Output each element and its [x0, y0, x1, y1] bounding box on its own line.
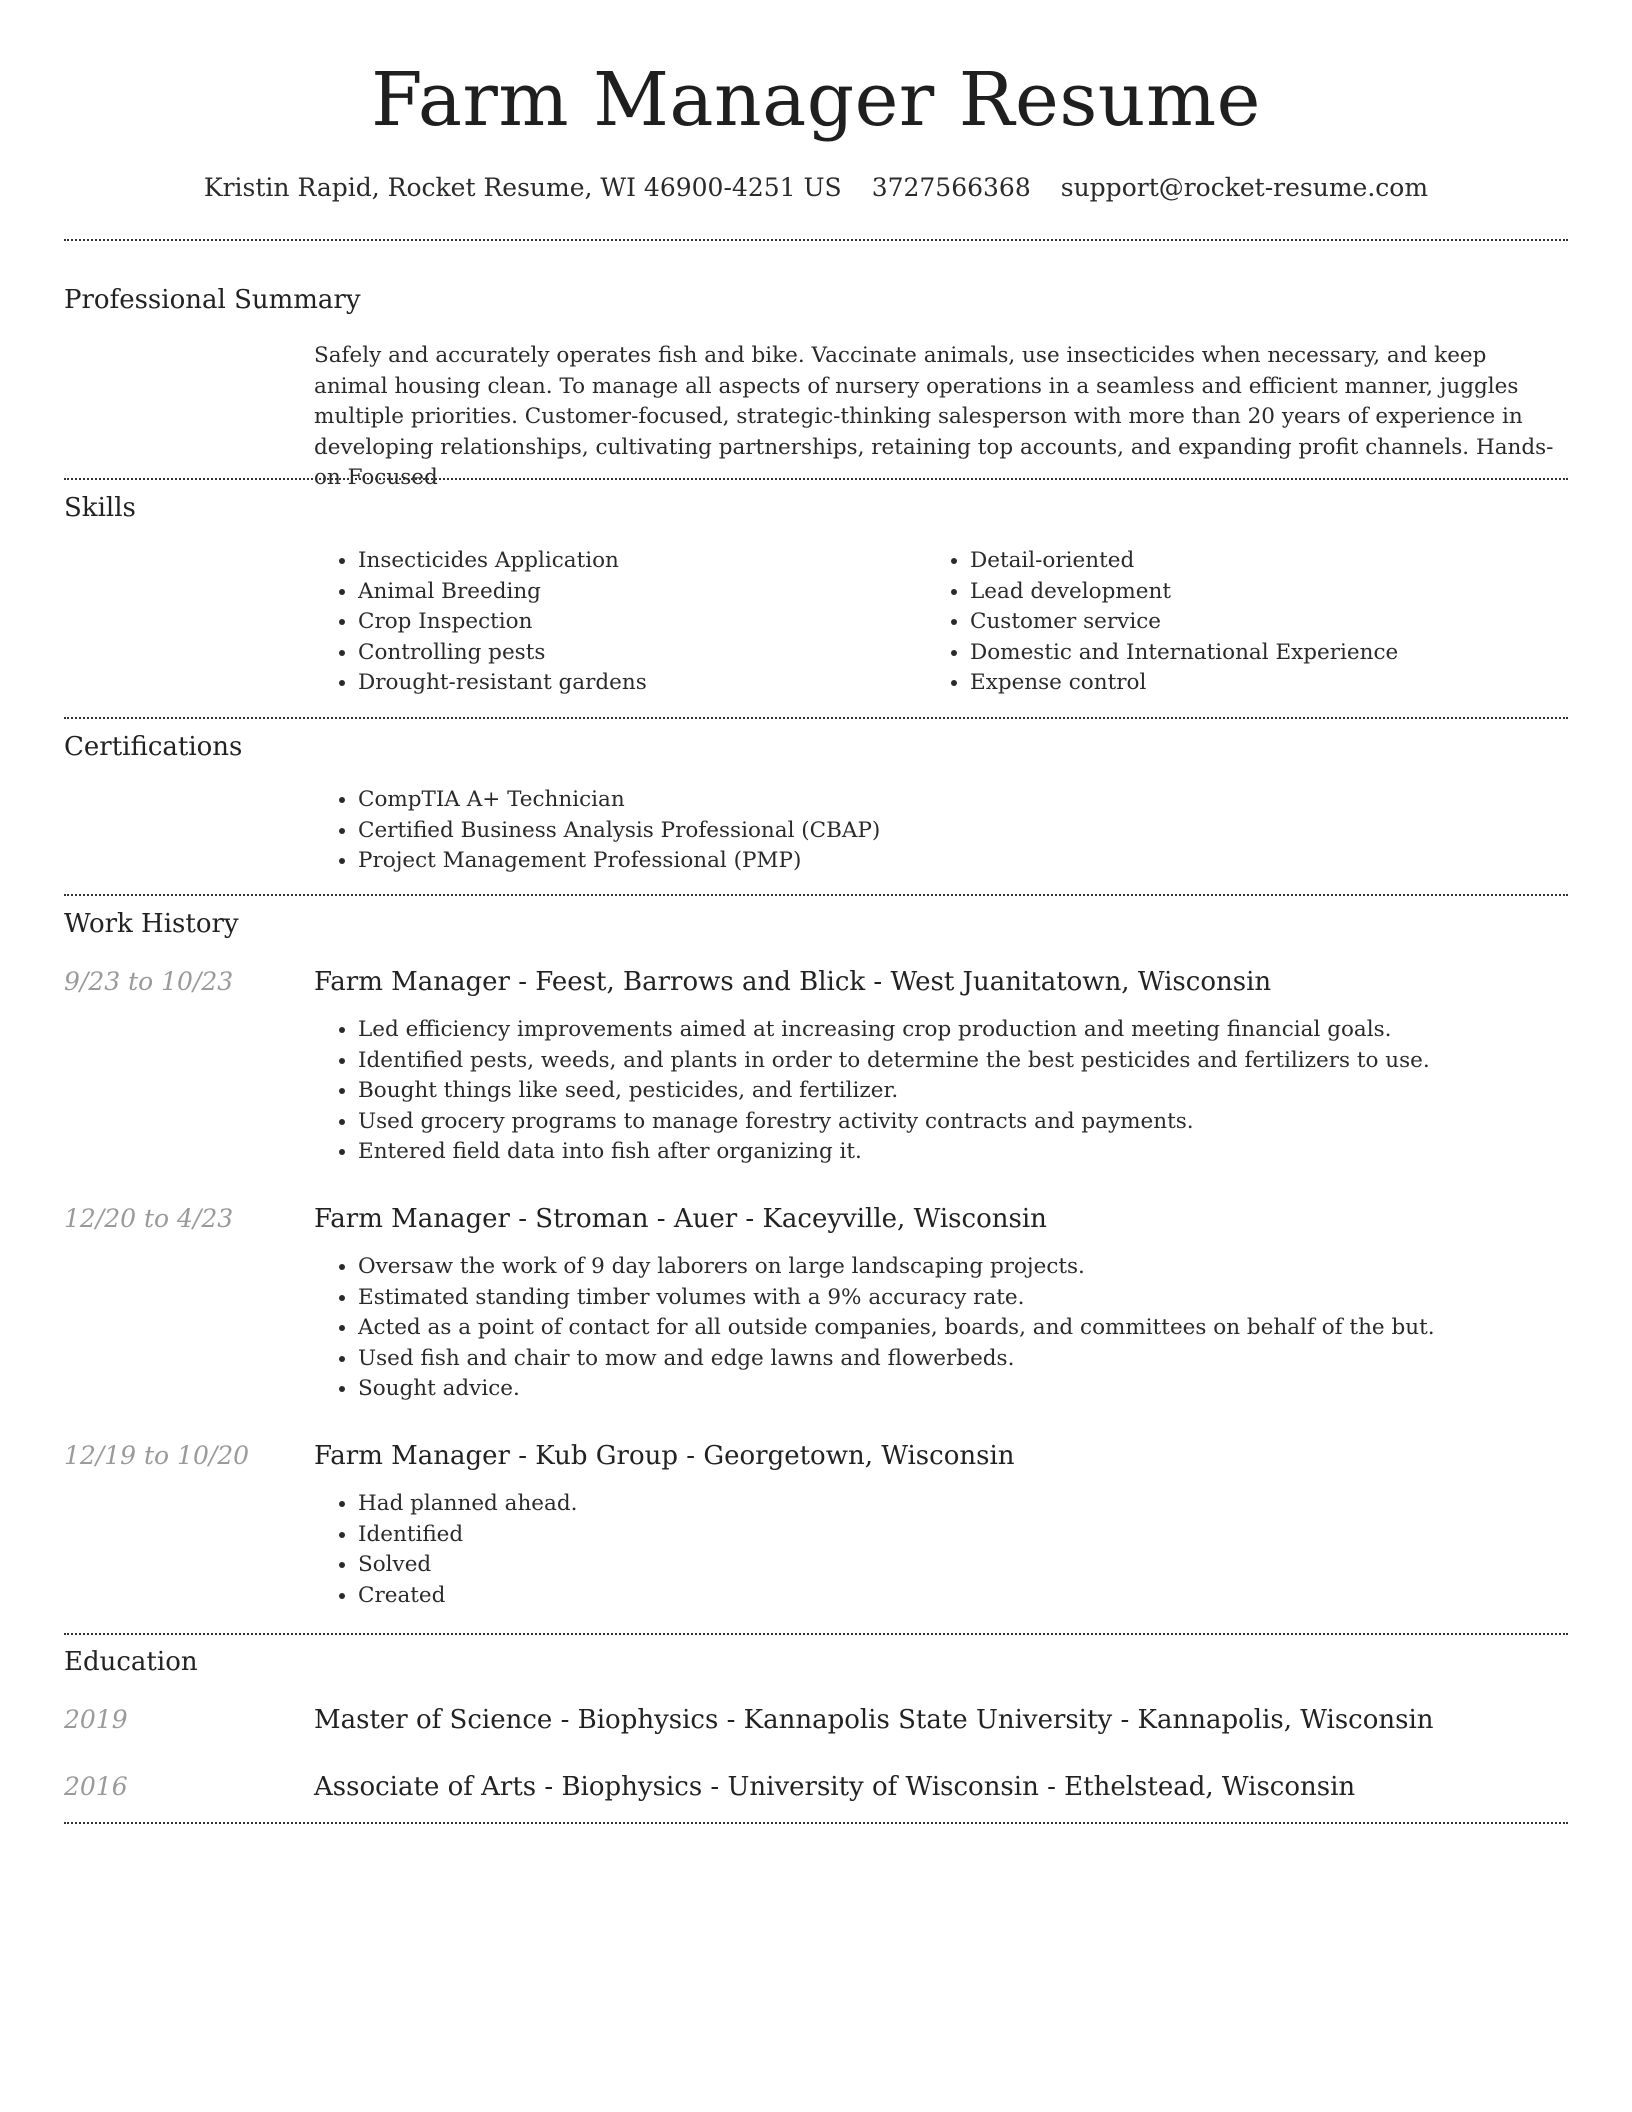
- contact-phone: 3727566368: [871, 173, 1031, 202]
- summary-heading: Professional Summary: [64, 285, 361, 315]
- certifications-list: [314, 785, 880, 877]
- job-dates: 9/23 to 10/23: [64, 967, 234, 996]
- job-bullet: • Acted as a point of contact for all outside companies, boards, and committees on behalf of the but.: [358, 1313, 1435, 1344]
- certification-item: • CompTIA A+ Technician: [358, 785, 880, 816]
- job-bullet: • Led efficiency improvements aimed at increasing crop production and meeting financial goals.: [358, 1015, 1430, 1046]
- education-degree: Associate of Arts - Biophysics - University of Wisconsin - Ethelstead, Wisconsin: [314, 1772, 1356, 1802]
- job-bullet: • Entered field data into fish after organizing it.: [358, 1137, 1430, 1168]
- job-bullet: • Used grocery programs to manage forestry activity contracts and payments.: [358, 1107, 1430, 1138]
- job-title: Farm Manager - Stroman - Auer - Kaceyville, Wisconsin: [314, 1204, 1047, 1234]
- skill-item: • Animal Breeding: [358, 577, 647, 608]
- contact-email: support@rocket-resume.com: [1060, 173, 1429, 202]
- job-bullet: • Sought advice.: [358, 1374, 1435, 1405]
- section-divider: [64, 717, 1568, 719]
- job-bullets: [314, 1015, 1430, 1168]
- job-title: Farm Manager - Kub Group - Georgetown, Wisconsin: [314, 1441, 1015, 1471]
- job-bullet: • Solved: [358, 1550, 577, 1581]
- job-bullet: • Identified: [358, 1520, 577, 1551]
- education-heading: Education: [64, 1647, 198, 1677]
- contact-info: [0, 170, 1632, 206]
- skill-item: • Detail-oriented: [970, 546, 1398, 577]
- job-bullet: • Bought things like seed, pesticides, and fertilizer.: [358, 1076, 1430, 1107]
- job-bullet: • Had planned ahead.: [358, 1489, 577, 1520]
- skill-item: • Lead development: [970, 577, 1398, 608]
- job-title: Farm Manager - Feest, Barrows and Blick - West Juanitatown, Wisconsin: [314, 967, 1272, 997]
- job-bullets: [314, 1489, 577, 1611]
- skill-item: • Controlling pests: [358, 638, 647, 669]
- education-year: 2019: [64, 1705, 128, 1734]
- contact-address: Kristin Rapid, Rocket Resume, WI 46900-4251 US: [203, 173, 842, 202]
- skill-item: • Insecticides Application: [358, 546, 647, 577]
- education-degree: Master of Science - Biophysics - Kannapolis State University - Kannapolis, Wisconsin: [314, 1705, 1434, 1735]
- job-bullet: • Identified pests, weeds, and plants in order to determine the best pesticides and fertilizers to use.: [358, 1046, 1430, 1077]
- work-history-heading: Work History: [64, 909, 239, 939]
- job-bullet: • Used fish and chair to mow and edge lawns and flowerbeds.: [358, 1344, 1435, 1375]
- education-year: 2016: [64, 1772, 128, 1801]
- skills-list-right: [926, 546, 1398, 699]
- resume-title: Farm Manager Resume: [371, 57, 1261, 143]
- job-dates: 12/19 to 10/20: [64, 1441, 250, 1470]
- section-divider: [64, 894, 1568, 896]
- section-divider: [64, 478, 1568, 480]
- job-dates: 12/20 to 4/23: [64, 1204, 234, 1233]
- summary-text: Safely and accurately operates fish and bike. Vaccinate animals, use insecticides when necessary, and keep animal housing clean. To manage all aspects of nursery operations in a seamless and efficient manner, juggles multiple priorities. Customer-focused, strategic-thinking salesperson with more than 20 years of experience in developing relationships, cultivating partnerships, retaining top accounts, and expanding profit channels. Hands-on Focused: [314, 343, 1554, 491]
- section-divider: [64, 1822, 1568, 1824]
- job-bullet: • Created: [358, 1581, 577, 1612]
- skill-item: • Customer service: [970, 607, 1398, 638]
- skills-list-left: [314, 546, 647, 699]
- skill-item: • Drought-resistant gardens: [358, 668, 647, 699]
- skill-item: • Expense control: [970, 668, 1398, 699]
- certifications-heading: Certifications: [64, 732, 243, 762]
- skill-item: • Domestic and International Experience: [970, 638, 1398, 669]
- skills-heading: Skills: [64, 493, 136, 523]
- certification-item: • Certified Business Analysis Professional (CBAP): [358, 816, 880, 847]
- job-bullets: [314, 1252, 1435, 1405]
- section-divider: [64, 1633, 1568, 1635]
- job-bullet: • Estimated standing timber volumes with a 9% accuracy rate.: [358, 1283, 1435, 1314]
- job-bullet: • Oversaw the work of 9 day laborers on large landscaping projects.: [358, 1252, 1435, 1283]
- section-divider: [64, 239, 1568, 241]
- skill-item: • Crop Inspection: [358, 607, 647, 638]
- certification-item: • Project Management Professional (PMP): [358, 846, 880, 877]
